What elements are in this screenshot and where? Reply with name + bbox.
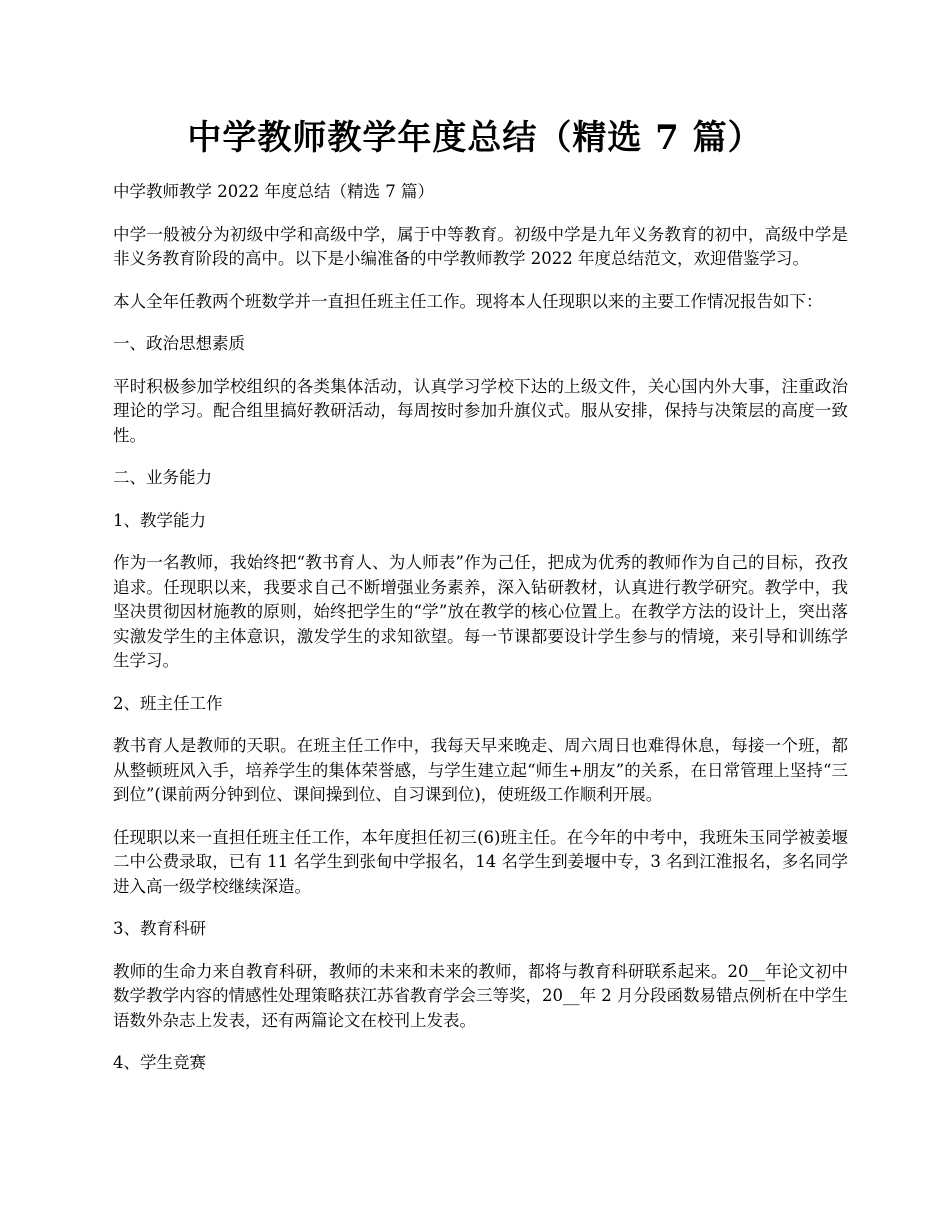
research-paragraph: 教师的生命力来自教育科研，教师的未来和未来的教师，都将与教育科研联系起来。20__年论文初中数学教学内容的情感性处理策略获江苏省教育学会三等奖，20__年 2 月分段函数易错点例析在中学生语数外杂志上发表，还有两篇论文在校刊上发表。 (113, 961, 848, 1030)
intro-paragraph: 中学一般被分为初级中学和高级中学，属于中等教育。初级中学是九年义务教育的初中，高级中学是非义务教育阶段的高中。以下是小编准备的中学教师教学 2022 年度总结范文，欢迎借鉴学习。 (113, 224, 848, 268)
overview-paragraph: 本人全年任教两个班数学并一直担任班主任工作。现将本人任现职以来的主要工作情况报告如下： (113, 291, 823, 311)
document-title: 中学教师教学年度总结（精选 7 篇） (187, 118, 763, 158)
head-teacher-paragraph-1: 教书育人是教师的天职。在班主任工作中，我每天早来晚走、周六周日也难得休息，每接一个班，都从整顿班风入手，培养学生的集体荣誉感，与学生建立起“师生+朋友”的关系，在日常管理上坚持“三到位”(课前两分钟到位、课间操到位、自习课到位)，使班级工作顺利开展。 (113, 736, 848, 804)
subsection-heading-head-teacher: 2、班主任工作 (113, 693, 223, 713)
subsection-heading-teaching: 1、教学能力 (113, 510, 206, 530)
section-heading-political: 一、政治思想素质 (113, 334, 245, 353)
teaching-paragraph: 作为一名教师，我始终把“教书育人、为人师表”作为己任，把成为优秀的教师作为自己的目标，孜孜追求。任现职以来，我要求自己不断增强业务素养，深入钻研教材，认真进行教学研究。教学中，我坚决贯彻因材施教的原则，始终把学生的“学”放在教学的核心位置上。在教学方法的设计上，突出落实激发学生的主体意识，激发学生的求知欲望。每一节课都要设计学生参与的情境，来引导和训练学生学习。 (113, 553, 848, 670)
subsection-heading-research: 3、教育科研 (113, 919, 206, 938)
subtitle-paragraph: 中学教师教学 2022 年度总结（精选 7 篇） (113, 182, 434, 201)
subsection-heading-competition: 4、学生竞赛 (113, 1053, 206, 1072)
political-paragraph: 平时积极参加学校组织的各类集体活动，认真学习学校下达的上级文件，关心国内外大事，注重政治理论的学习。配合组里搞好教研活动，每周按时参加升旗仪式。服从安排，保持与决策层的高度一致性。 (113, 376, 848, 445)
section-heading-business: 二、业务能力 (113, 468, 212, 487)
document-body (113, 180, 848, 1094)
head-teacher-paragraph-2: 任现职以来一直担任班主任工作，本年度担任初三(6)班主任。在今年的中考中，我班朱玉同学被姜堰二中公费录取，已有 11 名学生到张甸中学报名，14 名学生到姜堰中专，3 名到江淮报名，多名同学进入高一级学校继续深造。 (113, 827, 848, 896)
